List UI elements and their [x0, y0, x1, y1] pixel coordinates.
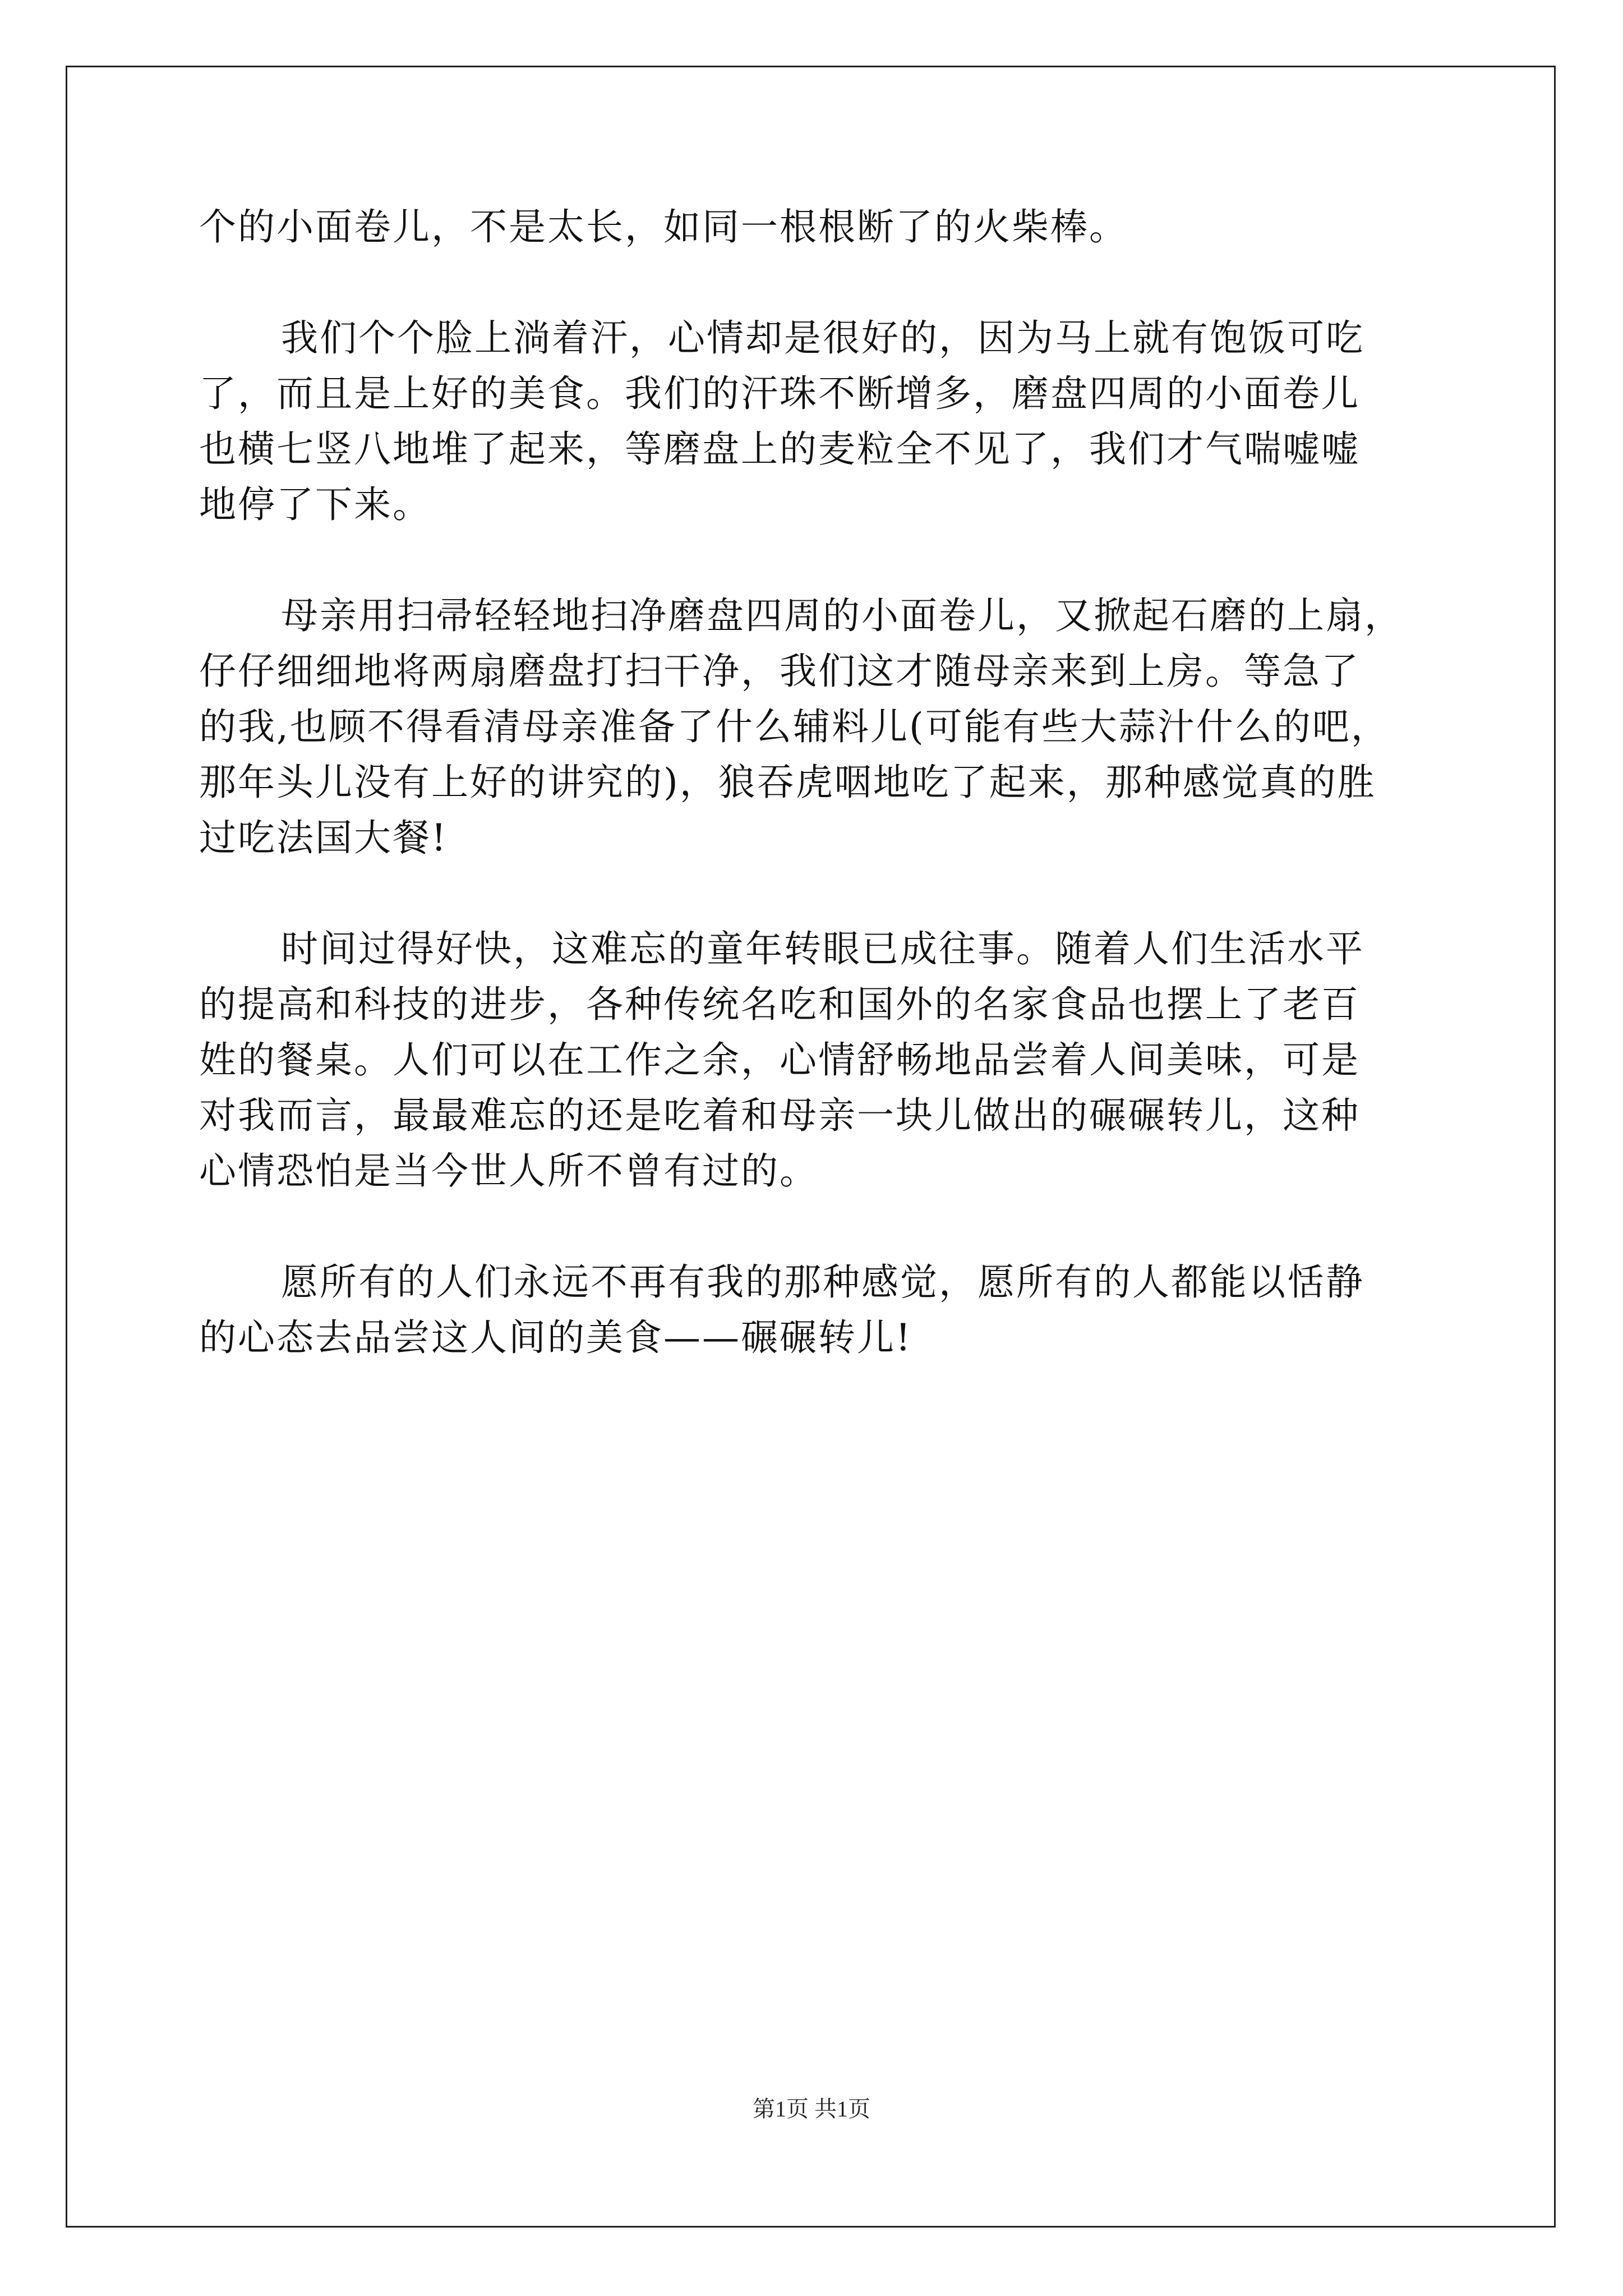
document-body: [199, 199, 1436, 1365]
text-line: 的我,也顾不得看清母亲准备了什么辅料儿(可能有些大蒜汁什么的吧，: [199, 705, 1390, 748]
text-line: 的心态去品尝这人间的美食——碾碾转儿!: [199, 1316, 912, 1359]
text-line: 地停了下来。: [199, 483, 431, 526]
text-line: 对我而言，最最难忘的还是吃着和母亲一块儿做出的碾碾转儿，这种: [199, 1094, 1360, 1137]
text-line: 个的小面卷儿，不是太长，如同一根根断了的火柴棒。: [199, 205, 1128, 249]
text-line: 的提高和科技的进步，各种传统名吃和国外的名家食品也摆上了老百: [199, 983, 1360, 1026]
text-line: 心情恐怕是当今世人所不曾有过的。: [199, 1149, 818, 1193]
paragraph-first-line: 愿所有的人们永远不再有我的那种感觉，愿所有的人都能以恬静: [281, 1260, 1364, 1304]
text-line: 过吃法国大餐!: [199, 816, 448, 859]
text-line: 了，而且是上好的美食。我们的汗珠不断增多，磨盘四周的小面卷儿: [199, 372, 1360, 415]
paragraph-first-line: 我们个个脸上淌着汗，心情却是很好的，因为马上就有饱饭可吃: [281, 316, 1364, 360]
text-line: 那年头儿没有上好的讲究的)，狼吞虎咽地吃了起来，那种感觉真的胜: [199, 761, 1376, 804]
text-line: 姓的餐桌。人们可以在工作之余，心情舒畅地品尝着人间美味，可是: [199, 1038, 1360, 1082]
paragraph-first-line: 时间过得好快，这难忘的童年转眼已成往事。随着人们生活水平: [281, 927, 1364, 970]
page-number-footer: 第1页 共1页: [753, 2096, 870, 2122]
text-line: 仔仔细细地将两扇磨盘打扫干净，我们这才随母亲来到上房。等急了: [199, 650, 1360, 693]
paragraph-first-line: 母亲用扫帚轻轻地扫净磨盘四周的小面卷儿，又掀起石磨的上扇，: [281, 594, 1403, 637]
text-line: 也横七竖八地堆了起来，等磨盘上的麦粒全不见了，我们才气喘嘘嘘: [199, 427, 1360, 471]
